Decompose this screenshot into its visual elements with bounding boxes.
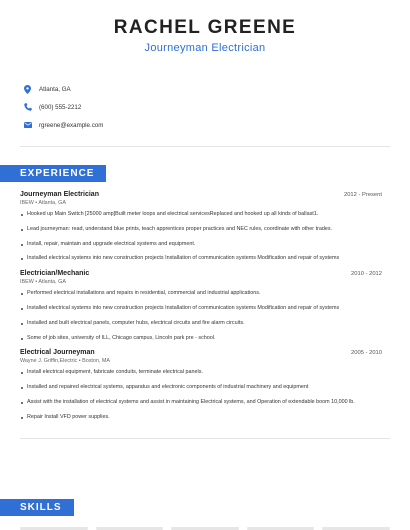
phone-icon xyxy=(23,103,32,112)
contact-list xyxy=(0,80,410,134)
list-item: Repair Install VFD power supplies. xyxy=(20,414,382,422)
map-pin-icon xyxy=(23,85,32,94)
job-bullets xyxy=(20,290,382,342)
list-item: Installed and repaired electrical systems, apparatus and electronic components of industrial machinery and equipment xyxy=(20,384,382,392)
divider xyxy=(20,146,390,147)
job-bullets xyxy=(20,369,382,421)
job-company: IBEW • Atlanta, GA xyxy=(20,279,66,286)
job-title: Electrical Journeyman xyxy=(20,349,95,357)
job-bullets xyxy=(20,211,382,263)
list-item: Lead journeyman: read, understand blue prints, teach apprentices proper practices and NEC rules, coordinate with other trades. xyxy=(20,226,382,234)
experience-section xyxy=(0,163,410,422)
list-item: Install, repair, maintain and upgrade electrical systems and equipment. xyxy=(20,241,382,249)
contact-email xyxy=(23,116,410,134)
phone-text: (600) 555-2212 xyxy=(39,103,82,111)
resume-header xyxy=(0,0,410,54)
list-item: Performed electrical installations and repairs in residential, commercial and industrial applications. xyxy=(20,290,382,298)
envelope-icon xyxy=(23,121,32,130)
job-title: Journeyman Electrician xyxy=(20,191,99,198)
job-company: Wayne J. Griffin,Electric • Boston, MA xyxy=(20,358,110,365)
skills-heading: SKILLS xyxy=(0,499,74,516)
divider xyxy=(20,438,390,439)
contact-phone xyxy=(23,98,410,116)
job-entry xyxy=(0,270,410,342)
list-item: Installed and built electrical panels, computer hubs, electrical circuits and fire alarm circuits. xyxy=(20,320,382,328)
job-dates: 2010 - 2012 xyxy=(351,271,382,278)
job-entry xyxy=(0,349,410,421)
list-item: Installed electrical systems into new construction projects Installation of communication systems Modification and repair of systems xyxy=(20,305,382,313)
skills-section xyxy=(0,497,74,516)
list-item: Installed electrical systems into new construction projects Installation of communication systems Modification and repair of systems xyxy=(20,255,382,263)
email-link[interactable]: rgreene@example.com xyxy=(39,121,104,129)
candidate-name: RACHEL GREENE xyxy=(113,17,297,38)
list-item: Hooked up Main Switch [25000 amp]Built meter loops and electrical servicesReplaced and hooked up all kinds of ballast1. xyxy=(20,211,382,219)
job-entry xyxy=(0,191,410,263)
list-item: Some of job sites, university of ILL, Chicago campus, Lincoln park pre - school. xyxy=(20,335,382,343)
experience-heading: EXPERIENCE xyxy=(0,165,106,182)
job-dates: 2012 - Present xyxy=(343,192,382,198)
job-dates: 2005 - 2010 xyxy=(351,350,382,357)
contact-location xyxy=(23,80,410,98)
list-item: Install electrical equipment, fabricate conduits, terminate electrical panels. xyxy=(20,369,382,377)
candidate-title: Journeyman Electrician xyxy=(144,42,266,54)
list-item: Assist with the installation of electrical systems and assist in maintaining Electrical systems, and Operation of extendable boom 10,000 lb. xyxy=(20,399,382,407)
job-company: IBEW • Atlanta, GA xyxy=(20,200,66,206)
job-title: Electrician/Mechanic xyxy=(20,270,90,278)
location-text: Atlanta, GA xyxy=(39,85,71,93)
